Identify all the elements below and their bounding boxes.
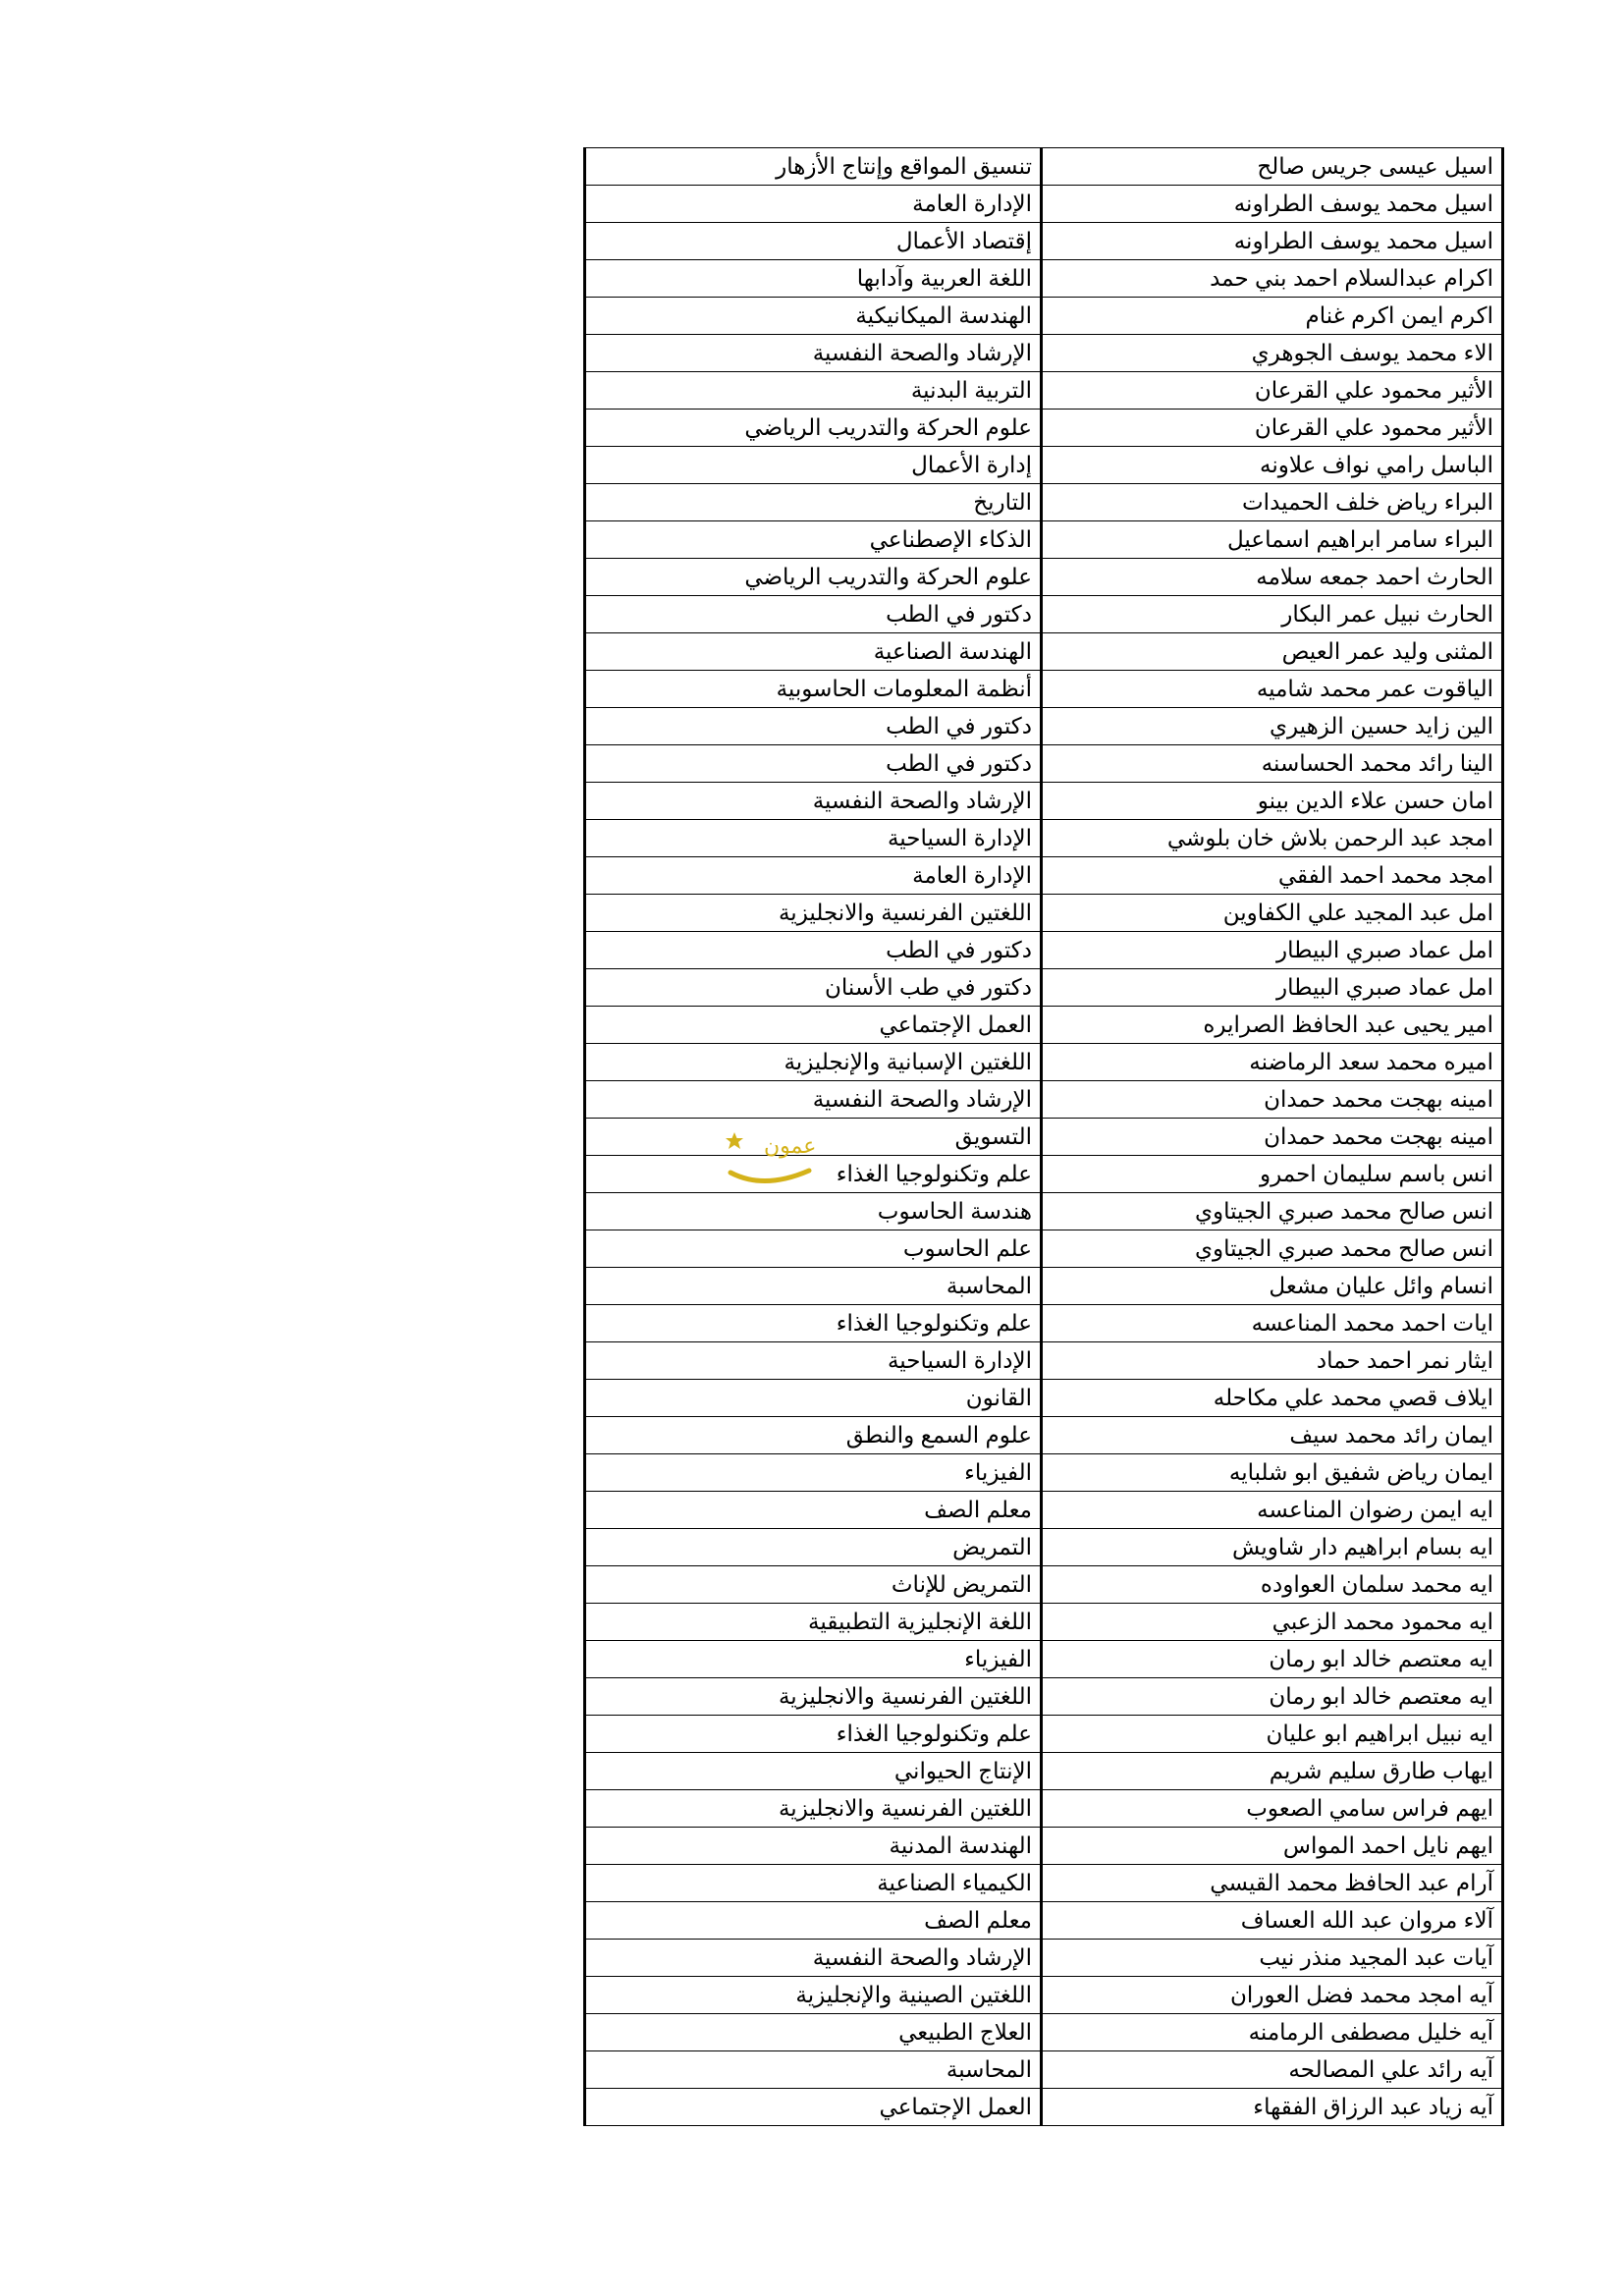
table-row [585, 260, 1503, 298]
major-cell: الإرشاد والصحة النفسية [585, 1081, 1042, 1119]
major-cell: التسويق [585, 1119, 1042, 1156]
student-name-cell: ايه محمود محمد الزعبي [1042, 1604, 1503, 1641]
student-name-cell: اكرام عبدالسلام احمد بني حمد [1042, 260, 1503, 298]
major-cell: الذكاء الإصطناعي [585, 521, 1042, 559]
student-name-cell: انسام وائل عليان مشعل [1042, 1268, 1503, 1305]
major-cell: دكتور في الطب [585, 932, 1042, 969]
student-name-cell: اكرم ايمن اكرم غنام [1042, 298, 1503, 335]
table-row [585, 2014, 1503, 2051]
table-row [585, 1492, 1503, 1529]
table-row [585, 1081, 1503, 1119]
student-name-cell: الحارث نبيل عمر البكار [1042, 596, 1503, 633]
major-cell: الهندسة الصناعية [585, 633, 1042, 671]
student-name-cell: آلاء مروان عبد الله العساف [1042, 1902, 1503, 1940]
major-cell: الإرشاد والصحة النفسية [585, 1940, 1042, 1977]
student-name-cell: امير يحيى عبد الحافظ الصرايره [1042, 1007, 1503, 1044]
table-row [585, 1566, 1503, 1604]
table-row [585, 1230, 1503, 1268]
table-row [585, 1529, 1503, 1566]
major-cell: المحاسبة [585, 1268, 1042, 1305]
major-cell: اللغتين الصينية والإنجليزية [585, 1977, 1042, 2014]
student-name-cell: آرام عبد الحافظ محمد القيسي [1042, 1865, 1503, 1902]
table-row [585, 559, 1503, 596]
table-row [585, 1119, 1503, 1156]
student-name-cell: الأثير محمود علي القرعان [1042, 372, 1503, 410]
student-name-cell: ايهاب طارق سليم شريم [1042, 1753, 1503, 1790]
student-name-cell: ايهم فراس سامي الصعوب [1042, 1790, 1503, 1828]
major-cell: علم الحاسوب [585, 1230, 1042, 1268]
student-name-cell: ايهم نايل احمد المواس [1042, 1828, 1503, 1865]
major-cell: التربية البدنية [585, 372, 1042, 410]
table-row [585, 745, 1503, 783]
student-name-cell: امينه بهجت محمد حمدان [1042, 1081, 1503, 1119]
table-row [585, 1940, 1503, 1977]
major-cell: دكتور في الطب [585, 708, 1042, 745]
major-cell: القانون [585, 1380, 1042, 1417]
table-row [585, 1678, 1503, 1716]
student-name-cell: ايمان رائد محمد سيف [1042, 1417, 1503, 1454]
student-name-cell: ايه معتصم خالد ابو رمان [1042, 1678, 1503, 1716]
major-cell: علم وتكنولوجيا الغذاء [585, 1305, 1042, 1342]
student-name-cell: البراء رياض خلف الحميدات [1042, 484, 1503, 521]
student-name-cell: الحارث احمد جمعه سلامه [1042, 559, 1503, 596]
student-name-cell: ايمان رياض شفيق ابو شلبايه [1042, 1454, 1503, 1492]
logo-text: عمون [764, 1134, 817, 1159]
table-row [585, 671, 1503, 708]
student-name-cell: امل عماد صبري البيطار [1042, 969, 1503, 1007]
student-name-cell: امينه بهجت محمد حمدان [1042, 1119, 1503, 1156]
table-row [585, 857, 1503, 895]
major-cell: معلم الصف [585, 1902, 1042, 1940]
major-cell: اللغة العربية وآدابها [585, 260, 1042, 298]
student-name-cell: آيه زياد عبد الرزاق الفقهاء [1042, 2089, 1503, 2126]
student-name-cell: آيات عبد المجيد منذر نيب [1042, 1940, 1503, 1977]
student-name-cell: اسيل محمد يوسف الطراونه [1042, 186, 1503, 223]
major-cell: الفيزياء [585, 1641, 1042, 1678]
student-name-cell: انس صالح محمد صبري الجيتاوي [1042, 1193, 1503, 1230]
student-name-cell: اسيل محمد يوسف الطراونه [1042, 223, 1503, 260]
major-cell: الهندسة المدنية [585, 1828, 1042, 1865]
table-row [585, 410, 1503, 447]
major-cell: تنسيق المواقع وإنتاج الأزهار [585, 148, 1042, 186]
major-cell: الإرشاد والصحة النفسية [585, 783, 1042, 820]
table-row [585, 932, 1503, 969]
major-cell: العمل الإجتماعي [585, 1007, 1042, 1044]
major-cell: إقتصاد الأعمال [585, 223, 1042, 260]
major-cell: اللغتين الفرنسية والانجليزية [585, 1790, 1042, 1828]
major-cell: الإدارة العامة [585, 186, 1042, 223]
student-name-cell: امل عبد المجيد علي الكفاوين [1042, 895, 1503, 932]
student-name-cell: المثنى وليد عمر العيص [1042, 633, 1503, 671]
table-row [585, 1865, 1503, 1902]
major-cell: هندسة الحاسوب [585, 1193, 1042, 1230]
major-cell: اللغتين الإسبانية والإنجليزية [585, 1044, 1042, 1081]
major-cell: الهندسة الميكانيكية [585, 298, 1042, 335]
table-row [585, 335, 1503, 372]
table-row [585, 148, 1503, 186]
student-name-cell: ايه ايمن رضوان المناعسه [1042, 1492, 1503, 1529]
table-body [585, 148, 1503, 2126]
table-row [585, 447, 1503, 484]
table-row [585, 1641, 1503, 1678]
major-cell: التاريخ [585, 484, 1042, 521]
table-row [585, 783, 1503, 820]
major-cell: الكيمياء الصناعية [585, 1865, 1042, 1902]
table-row [585, 223, 1503, 260]
major-cell: اللغة الإنجليزية التطبيقية [585, 1604, 1042, 1641]
table-row [585, 820, 1503, 857]
student-name-cell: انس صالح محمد صبري الجيتاوي [1042, 1230, 1503, 1268]
table-row [585, 633, 1503, 671]
major-cell: اللغتين الفرنسية والانجليزية [585, 895, 1042, 932]
student-name-cell: انس باسم سليمان احمرو [1042, 1156, 1503, 1193]
ammon-logo [725, 1127, 835, 1186]
table-row [585, 1604, 1503, 1641]
table-row [585, 1753, 1503, 1790]
major-cell: علم وتكنولوجيا الغذاء [585, 1716, 1042, 1753]
major-cell: أنظمة المعلومات الحاسوبية [585, 671, 1042, 708]
table-row [585, 186, 1503, 223]
table-row [585, 1007, 1503, 1044]
table-row [585, 2089, 1503, 2126]
major-cell: الفيزياء [585, 1454, 1042, 1492]
major-cell: المحاسبة [585, 2051, 1042, 2089]
student-name-cell: اميره محمد سعد الرماضنه [1042, 1044, 1503, 1081]
major-cell: علوم السمع والنطق [585, 1417, 1042, 1454]
major-cell: دكتور في الطب [585, 745, 1042, 783]
major-cell: علوم الحركة والتدريب الرياضي [585, 410, 1042, 447]
table-row [585, 895, 1503, 932]
table-row [585, 1380, 1503, 1417]
major-cell: الإدارة السياحية [585, 1342, 1042, 1380]
star-icon [726, 1132, 743, 1149]
student-name-cell: امجد محمد احمد الفقي [1042, 857, 1503, 895]
student-name-cell: اسيل عيسى جريس صالح [1042, 148, 1503, 186]
table-row [585, 1268, 1503, 1305]
student-name-cell: امان حسن علاء الدين بينو [1042, 783, 1503, 820]
student-name-cell: امل عماد صبري البيطار [1042, 932, 1503, 969]
table-row [585, 1454, 1503, 1492]
student-name-cell: الياقوت عمر محمد شاميه [1042, 671, 1503, 708]
student-name-cell: ايه معتصم خالد ابو رمان [1042, 1641, 1503, 1678]
major-cell: الإدارة السياحية [585, 820, 1042, 857]
student-name-cell: ايه بسام ابراهيم دار شاويش [1042, 1529, 1503, 1566]
major-cell: دكتور في الطب [585, 596, 1042, 633]
major-cell: علوم الحركة والتدريب الرياضي [585, 559, 1042, 596]
table-row [585, 1977, 1503, 2014]
student-name-cell: ايلاف قصي محمد علي مكاحله [1042, 1380, 1503, 1417]
major-cell: اللغتين الفرنسية والانجليزية [585, 1678, 1042, 1716]
major-cell: التمريض للإناث [585, 1566, 1042, 1604]
table-row [585, 1044, 1503, 1081]
major-cell: إدارة الأعمال [585, 447, 1042, 484]
major-cell: الإنتاج الحيواني [585, 1753, 1042, 1790]
student-name-cell: الاء محمد يوسف الجوهري [1042, 335, 1503, 372]
students-table [583, 147, 1504, 2126]
table-row [585, 2051, 1503, 2089]
table-row [585, 1342, 1503, 1380]
student-name-cell: البراء سامر ابراهيم اسماعيل [1042, 521, 1503, 559]
student-name-cell: ايات احمد محمد المناعسه [1042, 1305, 1503, 1342]
table-row [585, 298, 1503, 335]
major-cell: التمريض [585, 1529, 1042, 1566]
student-name-cell: ايه نبيل ابراهيم ابو عليان [1042, 1716, 1503, 1753]
table-row [585, 708, 1503, 745]
major-cell: الإرشاد والصحة النفسية [585, 335, 1042, 372]
table-row [585, 1828, 1503, 1865]
major-cell: معلم الصف [585, 1492, 1042, 1529]
major-cell: علم وتكنولوجيا الغذاء [585, 1156, 1042, 1193]
table-row [585, 1193, 1503, 1230]
table-row [585, 484, 1503, 521]
table-row [585, 372, 1503, 410]
major-cell: العمل الإجتماعي [585, 2089, 1042, 2126]
student-name-cell: امجد عبد الرحمن بلاش خان بلوشي [1042, 820, 1503, 857]
major-cell: دكتور في طب الأسنان [585, 969, 1042, 1007]
student-name-cell: آيه رائد علي المصالحه [1042, 2051, 1503, 2089]
table-row [585, 1902, 1503, 1940]
student-name-cell: الأثير محمود علي القرعان [1042, 410, 1503, 447]
table-row [585, 521, 1503, 559]
student-name-cell: الينا رائد محمد الحساسنه [1042, 745, 1503, 783]
table-row [585, 596, 1503, 633]
table-row [585, 1156, 1503, 1193]
student-name-cell: الين زايد حسين الزهيري [1042, 708, 1503, 745]
table-row [585, 1417, 1503, 1454]
student-name-cell: ايه محمد سلمان العواوده [1042, 1566, 1503, 1604]
table-row [585, 1305, 1503, 1342]
table-row [585, 1790, 1503, 1828]
student-name-cell: ايثار نمر احمد حماد [1042, 1342, 1503, 1380]
student-name-cell: آيه خليل مصطفى الرمامنه [1042, 2014, 1503, 2051]
table-row [585, 969, 1503, 1007]
student-name-cell: الباسل رامي نواف علاونه [1042, 447, 1503, 484]
student-name-cell: آيه امجد محمد فضل العوران [1042, 1977, 1503, 2014]
major-cell: العلاج الطبيعي [585, 2014, 1042, 2051]
table-row [585, 1716, 1503, 1753]
major-cell: الإدارة العامة [585, 857, 1042, 895]
